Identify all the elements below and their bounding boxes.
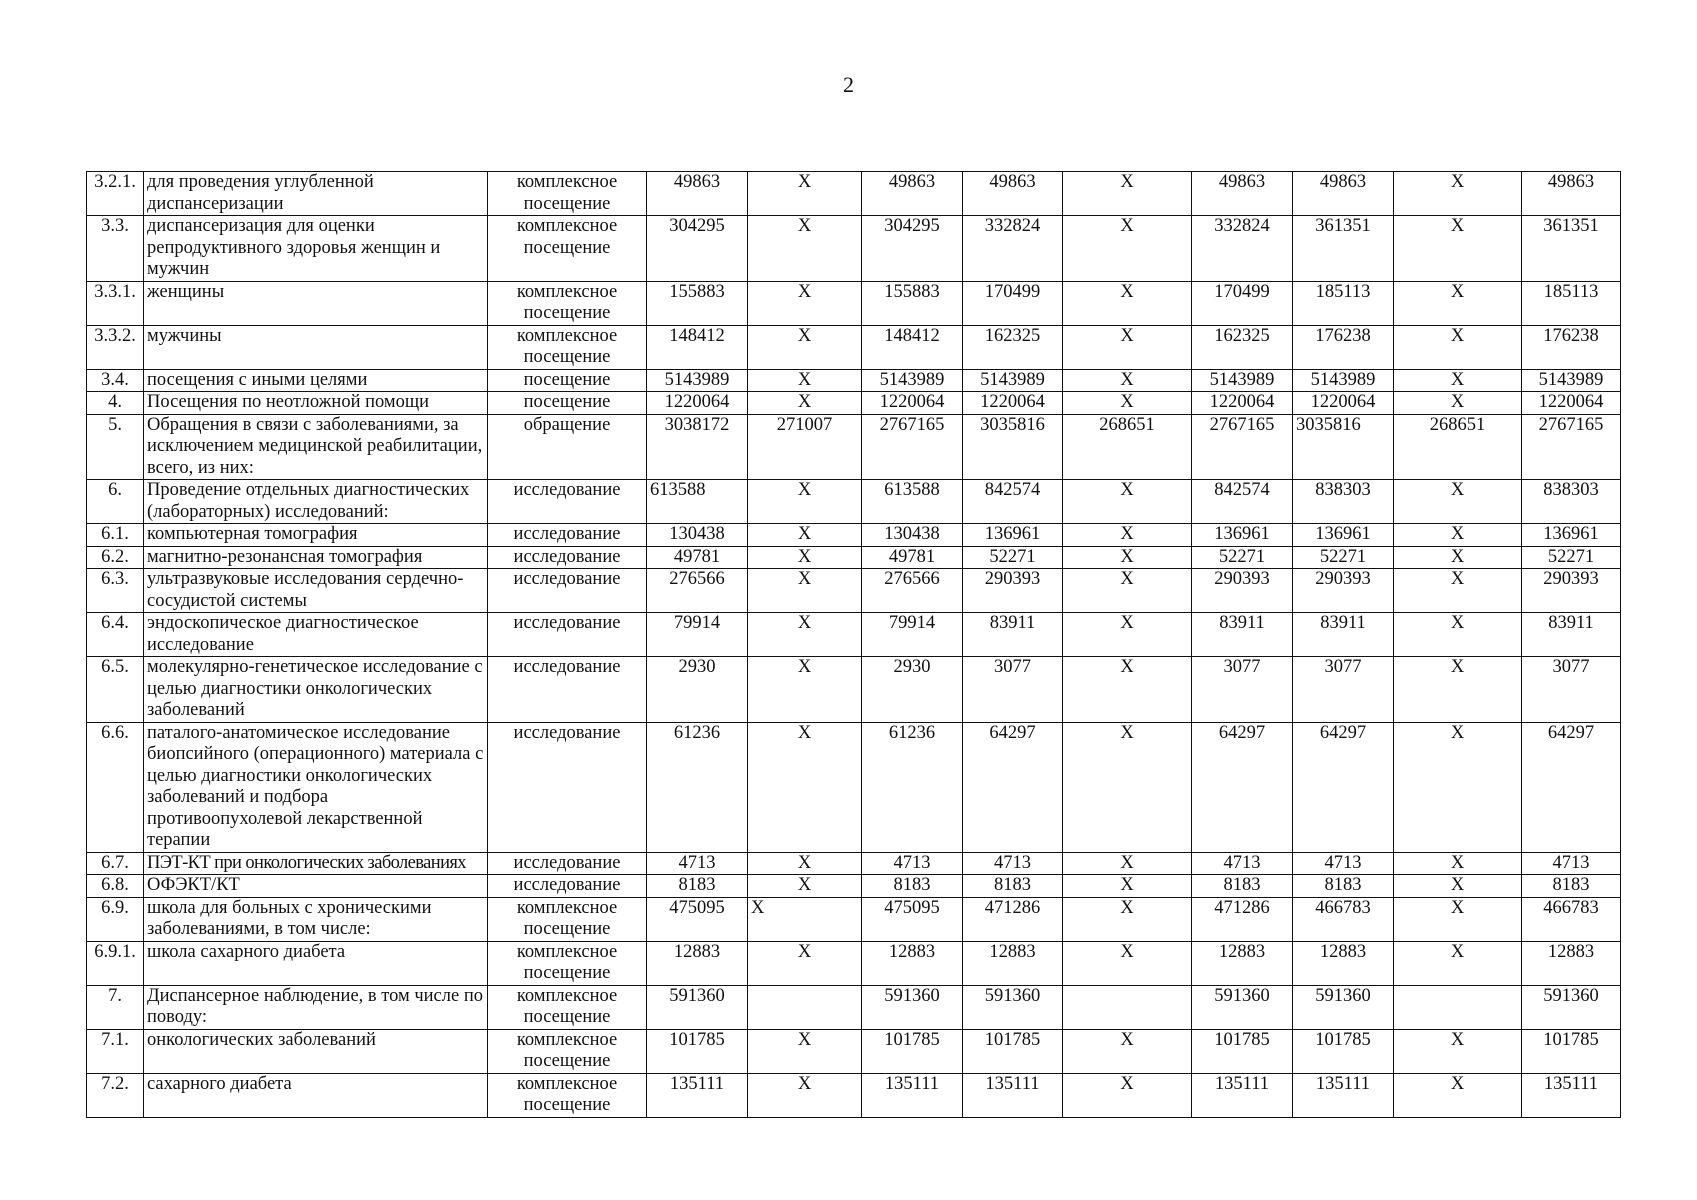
value-cell: 4713 <box>963 852 1063 875</box>
value-cell: Х <box>748 897 862 941</box>
value-cell: 176238 <box>1522 325 1621 369</box>
value-cell: 135111 <box>1522 1073 1621 1117</box>
row-number: 4. <box>87 392 144 415</box>
row-unit: исследование <box>488 875 647 898</box>
value-cell: 5143989 <box>1522 369 1621 392</box>
row-name: ультразвуковые исследования сердечно-сосудистой системы <box>144 569 488 613</box>
value-cell: 8183 <box>963 875 1063 898</box>
row-number: 6.5. <box>87 657 144 723</box>
value-cell: Х <box>1063 524 1192 547</box>
value-cell: Х <box>748 1029 862 1073</box>
value-cell: 475095 <box>862 897 963 941</box>
value-cell: Х <box>1394 852 1522 875</box>
value-cell: 2767165 <box>1192 414 1293 480</box>
value-cell: 185113 <box>1293 281 1394 325</box>
value-cell: Х <box>1394 569 1522 613</box>
row-number: 6.1. <box>87 524 144 547</box>
value-cell: Х <box>1063 392 1192 415</box>
row-number: 6. <box>87 480 144 524</box>
value-cell: 3077 <box>1293 657 1394 723</box>
row-unit: посещение <box>488 369 647 392</box>
table-row <box>87 546 1621 569</box>
value-cell: 3035816 <box>1293 414 1394 480</box>
value-cell: 4713 <box>1192 852 1293 875</box>
value-cell: 290393 <box>1293 569 1394 613</box>
row-unit: комплексное посещение <box>488 897 647 941</box>
value-cell: 170499 <box>1192 281 1293 325</box>
row-number: 6.3. <box>87 569 144 613</box>
value-cell: 591360 <box>1293 985 1394 1029</box>
value-cell: Х <box>1394 172 1522 216</box>
value-cell: 591360 <box>963 985 1063 1029</box>
row-unit: обращение <box>488 414 647 480</box>
value-cell: 135111 <box>1293 1073 1394 1117</box>
value-cell: Х <box>1394 480 1522 524</box>
value-cell: 304295 <box>647 216 748 282</box>
value-cell: Х <box>1394 281 1522 325</box>
value-cell: 591360 <box>647 985 748 1029</box>
value-cell: Х <box>1063 941 1192 985</box>
row-unit: посещение <box>488 392 647 415</box>
value-cell: 591360 <box>1522 985 1621 1029</box>
value-cell: 842574 <box>1192 480 1293 524</box>
value-cell: 148412 <box>647 325 748 369</box>
row-name: Посещения по неотложной помощи <box>144 392 488 415</box>
value-cell: 3035816 <box>963 414 1063 480</box>
row-name: школа сахарного диабета <box>144 941 488 985</box>
page-number: 2 <box>843 72 854 97</box>
value-cell: 838303 <box>1522 480 1621 524</box>
value-cell: 466783 <box>1522 897 1621 941</box>
value-cell: 49863 <box>1293 172 1394 216</box>
value-cell: 5143989 <box>1192 369 1293 392</box>
value-cell: Х <box>748 722 862 852</box>
value-cell: 475095 <box>647 897 748 941</box>
row-name: эндоскопическое диагностическое исследование <box>144 613 488 657</box>
value-cell: 5143989 <box>862 369 963 392</box>
value-cell: 148412 <box>862 325 963 369</box>
value-cell: 135111 <box>963 1073 1063 1117</box>
value-cell <box>1063 985 1192 1029</box>
value-cell: 83911 <box>1522 613 1621 657</box>
value-cell: 8183 <box>1293 875 1394 898</box>
row-name: женщины <box>144 281 488 325</box>
value-cell: 591360 <box>862 985 963 1029</box>
value-cell: 290393 <box>1192 569 1293 613</box>
value-cell: 4713 <box>862 852 963 875</box>
value-cell: 101785 <box>862 1029 963 1073</box>
value-cell: 64297 <box>1293 722 1394 852</box>
value-cell: 290393 <box>1522 569 1621 613</box>
value-cell: 49863 <box>963 172 1063 216</box>
row-name: ОФЭКТ/КТ <box>144 875 488 898</box>
value-cell: 52271 <box>1293 546 1394 569</box>
value-cell: 49863 <box>862 172 963 216</box>
table-row <box>87 941 1621 985</box>
value-cell: 176238 <box>1293 325 1394 369</box>
row-name: магнитно-резонансная томография <box>144 546 488 569</box>
table-row <box>87 722 1621 852</box>
table-row <box>87 1029 1621 1073</box>
value-cell: 290393 <box>963 569 1063 613</box>
value-cell: 64297 <box>1192 722 1293 852</box>
value-cell: 12883 <box>647 941 748 985</box>
row-number: 7.2. <box>87 1073 144 1117</box>
value-cell: Х <box>1394 216 1522 282</box>
value-cell: Х <box>748 875 862 898</box>
value-cell: 101785 <box>1522 1029 1621 1073</box>
value-cell: 79914 <box>862 613 963 657</box>
value-cell: Х <box>1063 897 1192 941</box>
value-cell: 49863 <box>1522 172 1621 216</box>
value-cell: 83911 <box>1192 613 1293 657</box>
value-cell: 101785 <box>647 1029 748 1073</box>
value-cell: 101785 <box>1192 1029 1293 1073</box>
value-cell: 101785 <box>963 1029 1063 1073</box>
value-cell: Х <box>748 613 862 657</box>
value-cell: 4713 <box>647 852 748 875</box>
value-cell: Х <box>1394 875 1522 898</box>
value-cell: 5143989 <box>963 369 1063 392</box>
value-cell: 49781 <box>862 546 963 569</box>
value-cell: 1220064 <box>862 392 963 415</box>
value-cell: 136961 <box>1293 524 1394 547</box>
value-cell: 613588 <box>647 480 748 524</box>
value-cell: 79914 <box>647 613 748 657</box>
row-unit: комплексное посещение <box>488 985 647 1029</box>
row-name: Диспансерное наблюдение, в том числе по поводу: <box>144 985 488 1029</box>
row-unit: исследование <box>488 524 647 547</box>
value-cell: 49863 <box>647 172 748 216</box>
value-cell: Х <box>748 216 862 282</box>
row-number: 6.2. <box>87 546 144 569</box>
row-name: сахарного диабета <box>144 1073 488 1117</box>
row-number: 5. <box>87 414 144 480</box>
row-name: для проведения углубленной диспансеризации <box>144 172 488 216</box>
value-cell: Х <box>1063 546 1192 569</box>
row-number: 6.9. <box>87 897 144 941</box>
row-number: 6.9.1. <box>87 941 144 985</box>
table-row <box>87 1073 1621 1117</box>
value-cell: 332824 <box>963 216 1063 282</box>
row-unit: исследование <box>488 852 647 875</box>
value-cell: 136961 <box>1192 524 1293 547</box>
value-cell: Х <box>1063 369 1192 392</box>
row-number: 6.6. <box>87 722 144 852</box>
table-row <box>87 392 1621 415</box>
value-cell: 838303 <box>1293 480 1394 524</box>
value-cell: Х <box>1063 172 1192 216</box>
value-cell: 3077 <box>1192 657 1293 723</box>
value-cell: Х <box>1063 281 1192 325</box>
table-row <box>87 875 1621 898</box>
table-row <box>87 657 1621 723</box>
value-cell: 613588 <box>862 480 963 524</box>
value-cell: Х <box>1063 657 1192 723</box>
value-cell: Х <box>1394 613 1522 657</box>
value-cell: Х <box>1063 852 1192 875</box>
value-cell: Х <box>748 569 862 613</box>
row-unit: исследование <box>488 546 647 569</box>
table-row <box>87 216 1621 282</box>
value-cell: 2930 <box>862 657 963 723</box>
value-cell: 5143989 <box>647 369 748 392</box>
value-cell: 1220064 <box>963 392 1063 415</box>
value-cell: 842574 <box>963 480 1063 524</box>
value-cell: Х <box>748 369 862 392</box>
value-cell: 12883 <box>1192 941 1293 985</box>
row-number: 3.3.1. <box>87 281 144 325</box>
row-name: онкологических заболеваний <box>144 1029 488 1073</box>
value-cell: 52271 <box>1192 546 1293 569</box>
value-cell: 332824 <box>1192 216 1293 282</box>
value-cell: 130438 <box>862 524 963 547</box>
value-cell: 1220064 <box>1293 392 1394 415</box>
value-cell: 276566 <box>862 569 963 613</box>
value-cell: 3038172 <box>647 414 748 480</box>
value-cell: 8183 <box>647 875 748 898</box>
row-number: 3.3.2. <box>87 325 144 369</box>
value-cell: Х <box>1063 216 1192 282</box>
value-cell: 5143989 <box>1293 369 1394 392</box>
value-cell: 61236 <box>647 722 748 852</box>
value-cell: 591360 <box>1192 985 1293 1029</box>
value-cell: Х <box>1063 722 1192 852</box>
row-name: компьютерная томография <box>144 524 488 547</box>
value-cell: 61236 <box>862 722 963 852</box>
table-row <box>87 524 1621 547</box>
table-row <box>87 325 1621 369</box>
value-cell: 83911 <box>963 613 1063 657</box>
value-cell: 4713 <box>1293 852 1394 875</box>
value-cell: Х <box>1394 524 1522 547</box>
value-cell: 49781 <box>647 546 748 569</box>
row-unit: исследование <box>488 657 647 723</box>
value-cell: Х <box>748 392 862 415</box>
value-cell: 12883 <box>1293 941 1394 985</box>
row-name: молекулярно-генетическое исследование с целью диагностики онкологических заболеваний <box>144 657 488 723</box>
value-cell <box>1394 985 1522 1029</box>
row-name: ПЭТ-КТ при онкологических заболеваниях <box>144 852 488 875</box>
value-cell: 136961 <box>963 524 1063 547</box>
value-cell: Х <box>1063 480 1192 524</box>
value-cell: 268651 <box>1394 414 1522 480</box>
value-cell: 52271 <box>1522 546 1621 569</box>
value-cell: Х <box>1063 1029 1192 1073</box>
value-cell: 135111 <box>647 1073 748 1117</box>
value-cell: 361351 <box>1522 216 1621 282</box>
value-cell: 471286 <box>963 897 1063 941</box>
data-table <box>86 171 1621 1118</box>
value-cell: 8183 <box>1522 875 1621 898</box>
value-cell: 135111 <box>862 1073 963 1117</box>
row-name: Обращения в связи с заболеваниями, за исключением медицинской реабилитации, всего, из них: <box>144 414 488 480</box>
value-cell: Х <box>748 852 862 875</box>
value-cell: 466783 <box>1293 897 1394 941</box>
value-cell: 2767165 <box>1522 414 1621 480</box>
table-row <box>87 985 1621 1029</box>
value-cell: Х <box>1063 325 1192 369</box>
value-cell: 155883 <box>862 281 963 325</box>
value-cell: Х <box>1394 546 1522 569</box>
value-cell: Х <box>748 480 862 524</box>
table-row <box>87 852 1621 875</box>
value-cell: 49863 <box>1192 172 1293 216</box>
row-unit: комплексное посещение <box>488 325 647 369</box>
table-row <box>87 569 1621 613</box>
value-cell: Х <box>748 657 862 723</box>
row-unit: комплексное посещение <box>488 1073 647 1117</box>
value-cell: Х <box>1394 722 1522 852</box>
row-unit: комплексное посещение <box>488 1029 647 1073</box>
value-cell: 101785 <box>1293 1029 1394 1073</box>
value-cell: 276566 <box>647 569 748 613</box>
value-cell: Х <box>1394 941 1522 985</box>
row-number: 6.7. <box>87 852 144 875</box>
row-number: 3.4. <box>87 369 144 392</box>
value-cell <box>748 985 862 1029</box>
row-unit: комплексное посещение <box>488 172 647 216</box>
value-cell: 4713 <box>1522 852 1621 875</box>
value-cell: 271007 <box>748 414 862 480</box>
value-cell: 361351 <box>1293 216 1394 282</box>
value-cell: Х <box>748 281 862 325</box>
table-row <box>87 369 1621 392</box>
row-number: 6.8. <box>87 875 144 898</box>
value-cell: Х <box>1394 369 1522 392</box>
value-cell: 8183 <box>862 875 963 898</box>
row-number: 3.2.1. <box>87 172 144 216</box>
value-cell: Х <box>748 546 862 569</box>
value-cell: 162325 <box>1192 325 1293 369</box>
value-cell: 170499 <box>963 281 1063 325</box>
value-cell: 8183 <box>1192 875 1293 898</box>
value-cell: 12883 <box>963 941 1063 985</box>
row-number: 7. <box>87 985 144 1029</box>
value-cell: 155883 <box>647 281 748 325</box>
table-row <box>87 172 1621 216</box>
value-cell: 1220064 <box>1192 392 1293 415</box>
value-cell: Х <box>1063 875 1192 898</box>
value-cell: Х <box>1394 657 1522 723</box>
value-cell: 12883 <box>1522 941 1621 985</box>
value-cell: Х <box>748 1073 862 1117</box>
value-cell: 2767165 <box>862 414 963 480</box>
value-cell: 304295 <box>862 216 963 282</box>
row-unit: исследование <box>488 613 647 657</box>
row-name: диспансеризация для оценки репродуктивного здоровья женщин и мужчин <box>144 216 488 282</box>
row-unit: исследование <box>488 569 647 613</box>
value-cell: 471286 <box>1192 897 1293 941</box>
table-row <box>87 897 1621 941</box>
value-cell: 185113 <box>1522 281 1621 325</box>
value-cell: Х <box>1394 325 1522 369</box>
value-cell: Х <box>1394 1073 1522 1117</box>
value-cell: 136961 <box>1522 524 1621 547</box>
value-cell: 3077 <box>963 657 1063 723</box>
table-row <box>87 480 1621 524</box>
row-unit: комплексное посещение <box>488 281 647 325</box>
value-cell: 268651 <box>1063 414 1192 480</box>
table-row <box>87 414 1621 480</box>
value-cell: 135111 <box>1192 1073 1293 1117</box>
row-number: 3.3. <box>87 216 144 282</box>
value-cell: 52271 <box>963 546 1063 569</box>
value-cell: 3077 <box>1522 657 1621 723</box>
row-name: посещения с иными целями <box>144 369 488 392</box>
value-cell: Х <box>748 172 862 216</box>
row-unit: комплексное посещение <box>488 941 647 985</box>
value-cell: Х <box>748 941 862 985</box>
table-row <box>87 613 1621 657</box>
row-name: Проведение отдельных диагностических (лабораторных) исследований: <box>144 480 488 524</box>
row-unit: исследование <box>488 480 647 524</box>
table-body <box>87 172 1621 1118</box>
value-cell: 64297 <box>963 722 1063 852</box>
value-cell: 162325 <box>963 325 1063 369</box>
value-cell: Х <box>1394 392 1522 415</box>
value-cell: 83911 <box>1293 613 1394 657</box>
row-name: паталого-анатомическое исследование биопсийного (операционного) материала с целью диагностики онкологических заболеваний и подбора противоопухолевой лекарственной терапии <box>144 722 488 852</box>
value-cell: 64297 <box>1522 722 1621 852</box>
value-cell: Х <box>748 524 862 547</box>
value-cell: Х <box>748 325 862 369</box>
value-cell: 1220064 <box>647 392 748 415</box>
row-number: 7.1. <box>87 1029 144 1073</box>
value-cell: 12883 <box>862 941 963 985</box>
value-cell: Х <box>1063 1073 1192 1117</box>
row-unit: комплексное посещение <box>488 216 647 282</box>
row-unit: исследование <box>488 722 647 852</box>
row-name: школа для больных с хроническими заболеваниями, в том числе: <box>144 897 488 941</box>
value-cell: Х <box>1394 897 1522 941</box>
value-cell: 1220064 <box>1522 392 1621 415</box>
row-name: мужчины <box>144 325 488 369</box>
value-cell: 2930 <box>647 657 748 723</box>
value-cell: 130438 <box>647 524 748 547</box>
value-cell: Х <box>1394 1029 1522 1073</box>
value-cell: Х <box>1063 569 1192 613</box>
table-row <box>87 281 1621 325</box>
value-cell: Х <box>1063 613 1192 657</box>
row-number: 6.4. <box>87 613 144 657</box>
